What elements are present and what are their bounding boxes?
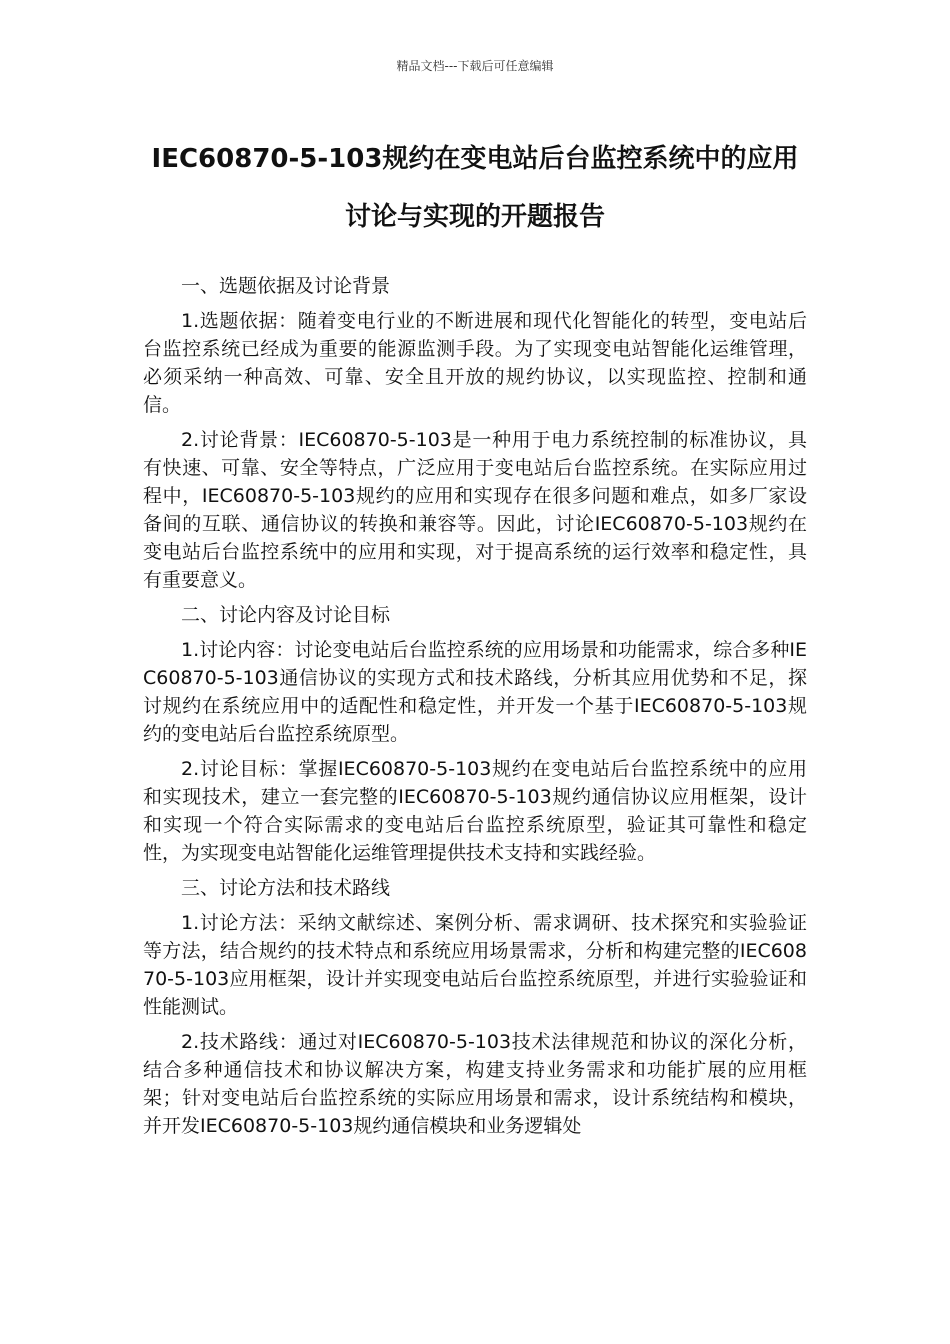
document-body [143, 272, 807, 1147]
section-heading: 三、讨论方法和技术路线 [181, 877, 391, 899]
paragraph: 1.选题依据：随着变电行业的不断进展和现代化智能化的转型，变电站后台监控系统已经成为重要的能源监测手段。为了实现变电站智能化运维管理，必须采纳一种高效、可靠、安全且开放的规约协议，以实现监控、控制和通信。 [143, 310, 807, 416]
paragraph: 1.讨论内容：讨论变电站后台监控系统的应用场景和功能需求，综合多种IEC60870-5-103通信协议的实现方式和技术路线，分析其应用优势和不足，探讨规约在系统应用中的适配性和稳定性，并开发一个基于IEC60870-5-103规约的变电站后台监控系统原型。 [143, 639, 807, 745]
document-title: IEC60870-5-103规约在变电站后台监控系统中的应用讨论与实现的开题报告 [151, 144, 799, 232]
section-heading: 一、选题依据及讨论背景 [181, 275, 391, 297]
header-watermark: 精品文档---下载后可任意编辑 [396, 59, 554, 73]
section-heading: 二、讨论内容及讨论目标 [181, 604, 391, 626]
paragraph: 2.讨论背景：IEC60870-5-103是一种用于电力系统控制的标准协议，具有快速、可靠、安全等特点，广泛应用于变电站后台监控系统。在实际应用过程中，IEC60870-5-103规约的应用和实现存在很多问题和难点，如多厂家设备间的互联、通信协议的转换和兼容等。因此，讨论IEC60870-5-103规约在变电站后台监控系统中的应用和实现，对于提高系统的运行效率和稳定性，具有重要意义。 [143, 429, 807, 591]
paragraph: 2.技术路线：通过对IEC60870-5-103技术法律规范和协议的深化分析，结合多种通信技术和协议解决方案，构建支持业务需求和功能扩展的应用框架；针对变电站后台监控系统的实际应用场景和需求，设计系统结构和模块，并开发IEC60870-5-103规约通信模块和业务逻辑处 [143, 1031, 807, 1137]
paragraph: 2.讨论目标：掌握IEC60870-5-103规约在变电站后台监控系统中的应用和实现技术，建立一套完整的IEC60870-5-103规约通信协议应用框架，设计和实现一个符合实际需求的变电站后台监控系统原型，验证其可靠性和稳定性，为实现变电站智能化运维管理提供技术支持和实践经验。 [143, 758, 807, 864]
paragraph: 1.讨论方法：采纳文献综述、案例分析、需求调研、技术探究和实验验证等方法，结合规约的技术特点和系统应用场景需求，分析和构建完整的IEC60870-5-103应用框架，设计并实现变电站后台监控系统原型，并进行实验验证和性能测试。 [143, 912, 807, 1018]
